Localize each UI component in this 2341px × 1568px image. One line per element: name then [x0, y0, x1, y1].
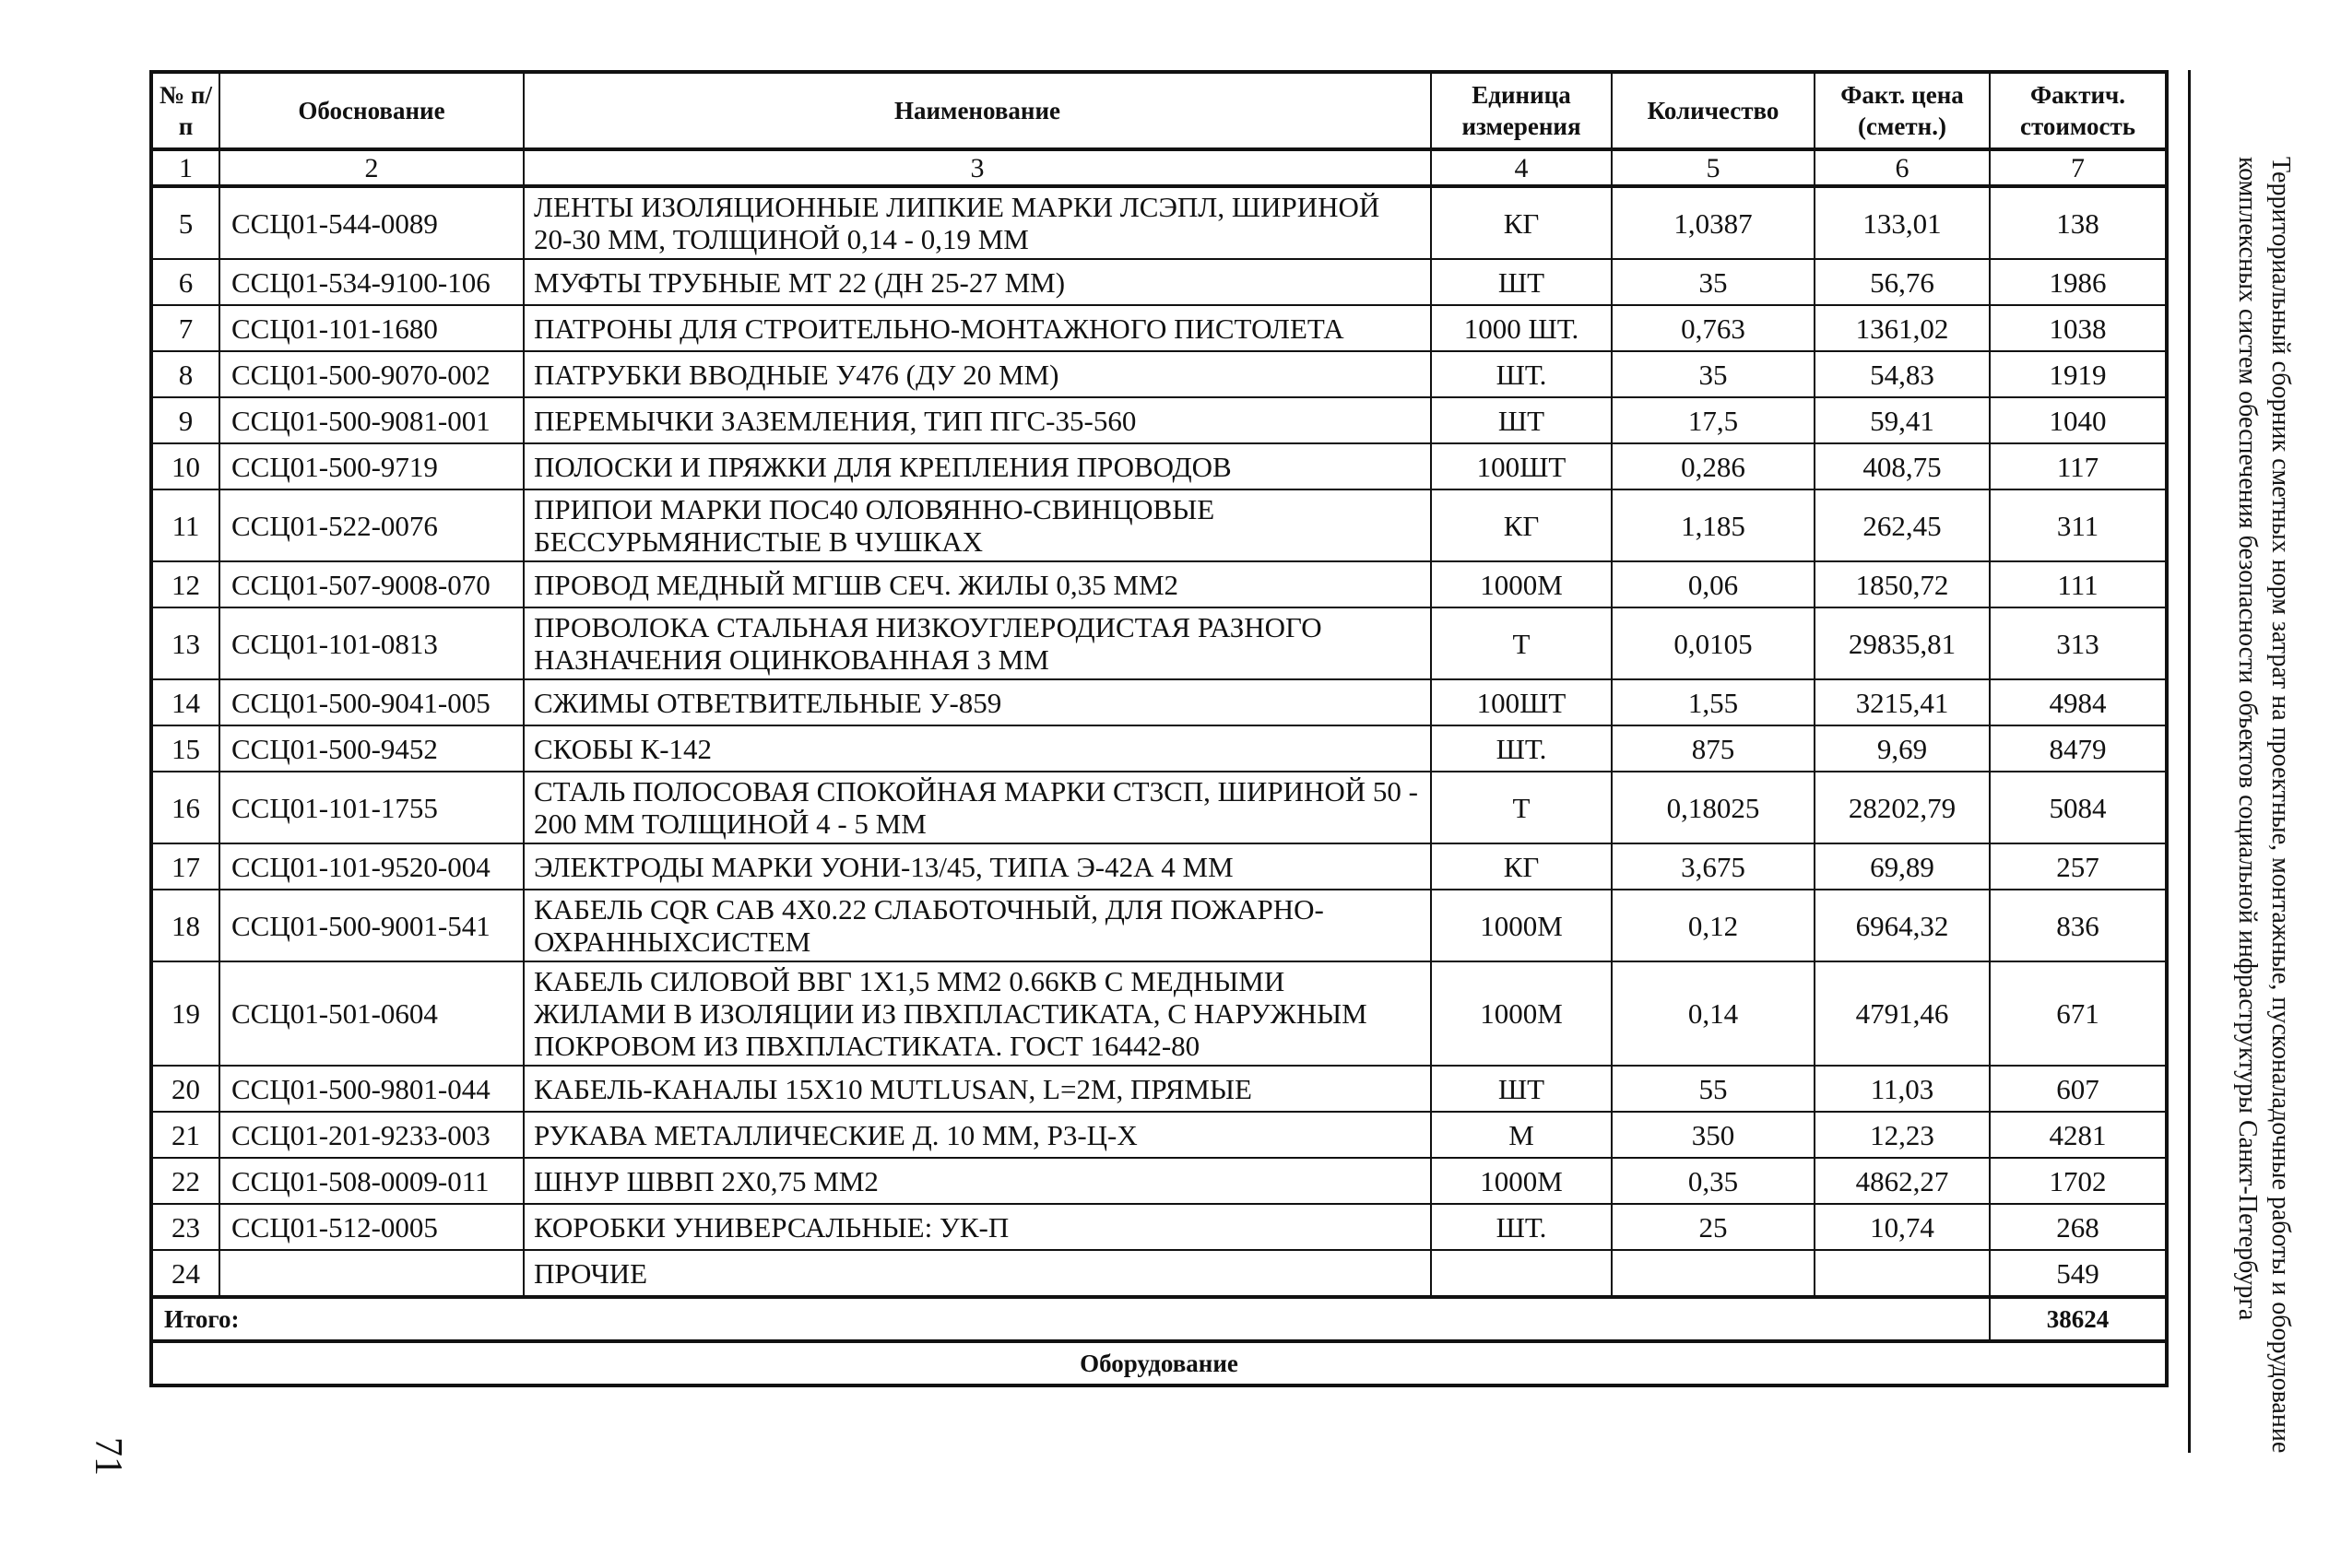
- table-row: [151, 351, 2167, 397]
- column-number: 3: [524, 149, 1431, 186]
- quantity-cell: 55: [1612, 1066, 1815, 1112]
- table-row: [151, 607, 2167, 679]
- price-cell: 54,83: [1815, 351, 1990, 397]
- quantity-cell: [1612, 1250, 1815, 1297]
- code-cell: ССЦ01-522-0076: [219, 489, 524, 561]
- price-cell: 1850,72: [1815, 561, 1990, 607]
- quantity-cell: 25: [1612, 1204, 1815, 1250]
- row-number: 8: [151, 351, 219, 397]
- unit-cell: 1000М: [1431, 961, 1612, 1066]
- name-cell: СКОБЫ К-142: [524, 725, 1431, 772]
- quantity-cell: 1,185: [1612, 489, 1815, 561]
- quantity-cell: 0,18025: [1612, 772, 1815, 843]
- cost-cell: 549: [1990, 1250, 2167, 1297]
- row-number: 19: [151, 961, 219, 1066]
- column-number: 7: [1990, 149, 2167, 186]
- row-number: 15: [151, 725, 219, 772]
- row-number: 13: [151, 607, 219, 679]
- unit-cell: КГ: [1431, 489, 1612, 561]
- table-body: [151, 186, 2167, 1297]
- row-number: 18: [151, 890, 219, 961]
- cost-cell: 4984: [1990, 679, 2167, 725]
- quantity-cell: 35: [1612, 259, 1815, 305]
- cost-cell: 268: [1990, 1204, 2167, 1250]
- table-row: [151, 1158, 2167, 1204]
- name-cell: КАБЕЛЬ СИЛОВОЙ ВВГ 1Х1,5 ММ2 0.66КВ С МЕДНЫМИ ЖИЛАМИ В ИЗОЛЯЦИИ ИЗ ПВХПЛАСТИКАТА, С НАРУЖНЫМ ПОКРОВОМ ИЗ ПВХПЛАСТИКАТА. ГОСТ 16442-80: [524, 961, 1431, 1066]
- price-cell: 4791,46: [1815, 961, 1990, 1066]
- row-number: 7: [151, 305, 219, 351]
- row-number: 10: [151, 443, 219, 489]
- price-cell: 3215,41: [1815, 679, 1990, 725]
- header-cell: Фактич. стоимость: [1990, 72, 2167, 149]
- unit-cell: 1000М: [1431, 561, 1612, 607]
- name-cell: МУФТЫ ТРУБНЫЕ МТ 22 (ДН 25-27 ММ): [524, 259, 1431, 305]
- price-cell: 6964,32: [1815, 890, 1990, 961]
- cost-cell: 1986: [1990, 259, 2167, 305]
- side-caption-line-1: Территориальный сборник сметных норм затрат на проектные, монтажные, пусконаладочные работы и оборудование: [2266, 157, 2295, 1454]
- unit-cell: Т: [1431, 607, 1612, 679]
- cost-cell: 117: [1990, 443, 2167, 489]
- row-number: 23: [151, 1204, 219, 1250]
- table-row: [151, 259, 2167, 305]
- total-row: [151, 1297, 2167, 1341]
- code-cell: ССЦ01-101-0813: [219, 607, 524, 679]
- unit-cell: КГ: [1431, 186, 1612, 259]
- cost-cell: 1038: [1990, 305, 2167, 351]
- unit-cell: Т: [1431, 772, 1612, 843]
- price-cell: 1361,02: [1815, 305, 1990, 351]
- table-row: [151, 1066, 2167, 1112]
- quantity-cell: 1,55: [1612, 679, 1815, 725]
- code-cell: ССЦ01-512-0005: [219, 1204, 524, 1250]
- table-row: [151, 1250, 2167, 1297]
- price-cell: 10,74: [1815, 1204, 1990, 1250]
- name-cell: ПОЛОСКИ И ПРЯЖКИ ДЛЯ КРЕПЛЕНИЯ ПРОВОДОВ: [524, 443, 1431, 489]
- price-cell: 12,23: [1815, 1112, 1990, 1158]
- code-cell: ССЦ01-500-9719: [219, 443, 524, 489]
- price-cell: 56,76: [1815, 259, 1990, 305]
- row-number: 11: [151, 489, 219, 561]
- total-label: Итого:: [151, 1297, 1990, 1341]
- table-row: [151, 772, 2167, 843]
- name-cell: ПАТРУБКИ ВВОДНЫЕ У476 (ДУ 20 ММ): [524, 351, 1431, 397]
- price-cell: 133,01: [1815, 186, 1990, 259]
- table-row: [151, 397, 2167, 443]
- quantity-cell: 875: [1612, 725, 1815, 772]
- page-number: 71: [87, 1437, 129, 1476]
- column-number: 6: [1815, 149, 1990, 186]
- code-cell: ССЦ01-507-9008-070: [219, 561, 524, 607]
- header-cell: Количество: [1612, 72, 1815, 149]
- price-cell: 29835,81: [1815, 607, 1990, 679]
- cost-cell: 836: [1990, 890, 2167, 961]
- table-row: [151, 843, 2167, 890]
- price-cell: 59,41: [1815, 397, 1990, 443]
- table-row: [151, 679, 2167, 725]
- quantity-cell: 0,35: [1612, 1158, 1815, 1204]
- price-cell: 408,75: [1815, 443, 1990, 489]
- price-cell: 11,03: [1815, 1066, 1990, 1112]
- header-cell: Наименование: [524, 72, 1431, 149]
- code-cell: ССЦ01-501-0604: [219, 961, 524, 1066]
- price-cell: [1815, 1250, 1990, 1297]
- table-row: [151, 961, 2167, 1066]
- cost-cell: 1040: [1990, 397, 2167, 443]
- table-row: [151, 443, 2167, 489]
- cost-cell: 4281: [1990, 1112, 2167, 1158]
- unit-cell: КГ: [1431, 843, 1612, 890]
- price-cell: 28202,79: [1815, 772, 1990, 843]
- name-cell: ЛЕНТЫ ИЗОЛЯЦИОННЫЕ ЛИПКИЕ МАРКИ ЛСЭПЛ, ШИРИНОЙ 20-30 ММ, ТОЛЩИНОЙ 0,14 - 0,19 ММ: [524, 186, 1431, 259]
- row-number: 14: [151, 679, 219, 725]
- quantity-cell: 0,12: [1612, 890, 1815, 961]
- name-cell: КОРОБКИ УНИВЕРСАЛЬНЫЕ: УК-П: [524, 1204, 1431, 1250]
- code-cell: ССЦ01-534-9100-106: [219, 259, 524, 305]
- unit-cell: ШТ: [1431, 1066, 1612, 1112]
- name-cell: ПРОЧИЕ: [524, 1250, 1431, 1297]
- code-cell: ССЦ01-101-9520-004: [219, 843, 524, 890]
- quantity-cell: 1,0387: [1612, 186, 1815, 259]
- table-row: [151, 1204, 2167, 1250]
- quantity-cell: 0,14: [1612, 961, 1815, 1066]
- name-cell: ШНУР ШВВП 2Х0,75 ММ2: [524, 1158, 1431, 1204]
- code-cell: ССЦ01-101-1680: [219, 305, 524, 351]
- name-cell: ПЕРЕМЫЧКИ ЗАЗЕМЛЕНИЯ, ТИП ПГС-35-560: [524, 397, 1431, 443]
- unit-cell: 1000 ШТ.: [1431, 305, 1612, 351]
- row-number: 6: [151, 259, 219, 305]
- cost-cell: 313: [1990, 607, 2167, 679]
- table-row: [151, 305, 2167, 351]
- code-cell: ССЦ01-500-9801-044: [219, 1066, 524, 1112]
- code-cell: ССЦ01-500-9081-001: [219, 397, 524, 443]
- name-cell: СТАЛЬ ПОЛОСОВАЯ СПОКОЙНАЯ МАРКИ СТ3СП, ШИРИНОЙ 50 - 200 ММ ТОЛЩИНОЙ 4 - 5 ММ: [524, 772, 1431, 843]
- row-number: 9: [151, 397, 219, 443]
- name-cell: КАБЕЛЬ CQR CAB 4X0.22 СЛАБОТОЧНЫЙ, ДЛЯ ПОЖАРНО-ОХРАННЫХСИСТЕМ: [524, 890, 1431, 961]
- unit-cell: 100ШТ: [1431, 443, 1612, 489]
- price-cell: 9,69: [1815, 725, 1990, 772]
- column-number-row: [151, 149, 2167, 186]
- code-cell: ССЦ01-500-9041-005: [219, 679, 524, 725]
- section-row: [151, 1341, 2167, 1385]
- table-row: [151, 186, 2167, 259]
- header-cell: Факт. цена (сметн.): [1815, 72, 1990, 149]
- code-cell: ССЦ01-500-9452: [219, 725, 524, 772]
- row-number: 12: [151, 561, 219, 607]
- code-cell: ССЦ01-544-0089: [219, 186, 524, 259]
- row-number: 24: [151, 1250, 219, 1297]
- cost-cell: 311: [1990, 489, 2167, 561]
- code-cell: ССЦ01-500-9070-002: [219, 351, 524, 397]
- row-number: 21: [151, 1112, 219, 1158]
- cost-cell: 1702: [1990, 1158, 2167, 1204]
- unit-cell: ШТ: [1431, 397, 1612, 443]
- header-row: [151, 72, 2167, 149]
- cost-cell: 257: [1990, 843, 2167, 890]
- row-number: 16: [151, 772, 219, 843]
- unit-cell: 1000М: [1431, 1158, 1612, 1204]
- table-row: [151, 561, 2167, 607]
- cost-cell: 111: [1990, 561, 2167, 607]
- name-cell: ПРОВОЛОКА СТАЛЬНАЯ НИЗКОУГЛЕРОДИСТАЯ РАЗНОГО НАЗНАЧЕНИЯ ОЦИНКОВАННАЯ 3 ММ: [524, 607, 1431, 679]
- cost-cell: 607: [1990, 1066, 2167, 1112]
- header-cell: Обоснование: [219, 72, 524, 149]
- total-value: 38624: [1990, 1297, 2167, 1341]
- column-number: 1: [151, 149, 219, 186]
- quantity-cell: 3,675: [1612, 843, 1815, 890]
- row-number: 17: [151, 843, 219, 890]
- name-cell: РУКАВА МЕТАЛЛИЧЕСКИЕ Д. 10 ММ, Р3-Ц-Х: [524, 1112, 1431, 1158]
- code-cell: ССЦ01-101-1755: [219, 772, 524, 843]
- cost-cell: 5084: [1990, 772, 2167, 843]
- column-number: 2: [219, 149, 524, 186]
- header-cell: № п/п: [151, 72, 219, 149]
- price-cell: 262,45: [1815, 489, 1990, 561]
- name-cell: КАБЕЛЬ-КАНАЛЫ 15Х10 MUTLUSAN, L=2М, ПРЯМЫЕ: [524, 1066, 1431, 1112]
- name-cell: ПАТРОНЫ ДЛЯ СТРОИТЕЛЬНО-МОНТАЖНОГО ПИСТОЛЕТА: [524, 305, 1431, 351]
- quantity-cell: 35: [1612, 351, 1815, 397]
- table-row: [151, 890, 2167, 961]
- header-cell: Единица измерения: [1431, 72, 1612, 149]
- price-cell: 69,89: [1815, 843, 1990, 890]
- column-number: 4: [1431, 149, 1612, 186]
- quantity-cell: 0,06: [1612, 561, 1815, 607]
- quantity-cell: 350: [1612, 1112, 1815, 1158]
- side-caption: [2211, 157, 2294, 1466]
- table-row: [151, 725, 2167, 772]
- side-divider: [2188, 70, 2191, 1453]
- table-row: [151, 489, 2167, 561]
- row-number: 22: [151, 1158, 219, 1204]
- unit-cell: 1000М: [1431, 890, 1612, 961]
- unit-cell: [1431, 1250, 1612, 1297]
- unit-cell: ШТ: [1431, 259, 1612, 305]
- name-cell: ПРИПОИ МАРКИ ПОС40 ОЛОВЯННО-СВИНЦОВЫЕ БЕССУРЬМЯНИСТЫЕ В ЧУШКАХ: [524, 489, 1431, 561]
- estimate-table: [149, 70, 2169, 1387]
- code-cell: ССЦ01-500-9001-541: [219, 890, 524, 961]
- code-cell: ССЦ01-201-9233-003: [219, 1112, 524, 1158]
- quantity-cell: 0,0105: [1612, 607, 1815, 679]
- side-caption-line-2: комплексных систем обеспечения безопасности объектов социальной инфраструктуры Санкт-Петербурга: [2233, 157, 2262, 1321]
- column-number: 5: [1612, 149, 1815, 186]
- name-cell: ЭЛЕКТРОДЫ МАРКИ УОНИ-13/45, ТИПА Э-42А 4 ММ: [524, 843, 1431, 890]
- price-cell: 4862,27: [1815, 1158, 1990, 1204]
- unit-cell: ШТ.: [1431, 1204, 1612, 1250]
- quantity-cell: 17,5: [1612, 397, 1815, 443]
- cost-cell: 138: [1990, 186, 2167, 259]
- code-cell: [219, 1250, 524, 1297]
- unit-cell: 100ШТ: [1431, 679, 1612, 725]
- section-label: Оборудование: [151, 1341, 2167, 1385]
- row-number: 20: [151, 1066, 219, 1112]
- table-row: [151, 1112, 2167, 1158]
- quantity-cell: 0,763: [1612, 305, 1815, 351]
- unit-cell: ШТ.: [1431, 725, 1612, 772]
- code-cell: ССЦ01-508-0009-011: [219, 1158, 524, 1204]
- row-number: 5: [151, 186, 219, 259]
- cost-cell: 1919: [1990, 351, 2167, 397]
- unit-cell: М: [1431, 1112, 1612, 1158]
- name-cell: СЖИМЫ ОТВЕТВИТЕЛЬНЫЕ У-859: [524, 679, 1431, 725]
- unit-cell: ШТ.: [1431, 351, 1612, 397]
- quantity-cell: 0,286: [1612, 443, 1815, 489]
- cost-cell: 671: [1990, 961, 2167, 1066]
- name-cell: ПРОВОД МЕДНЫЙ МГШВ СЕЧ. ЖИЛЫ 0,35 ММ2: [524, 561, 1431, 607]
- cost-cell: 8479: [1990, 725, 2167, 772]
